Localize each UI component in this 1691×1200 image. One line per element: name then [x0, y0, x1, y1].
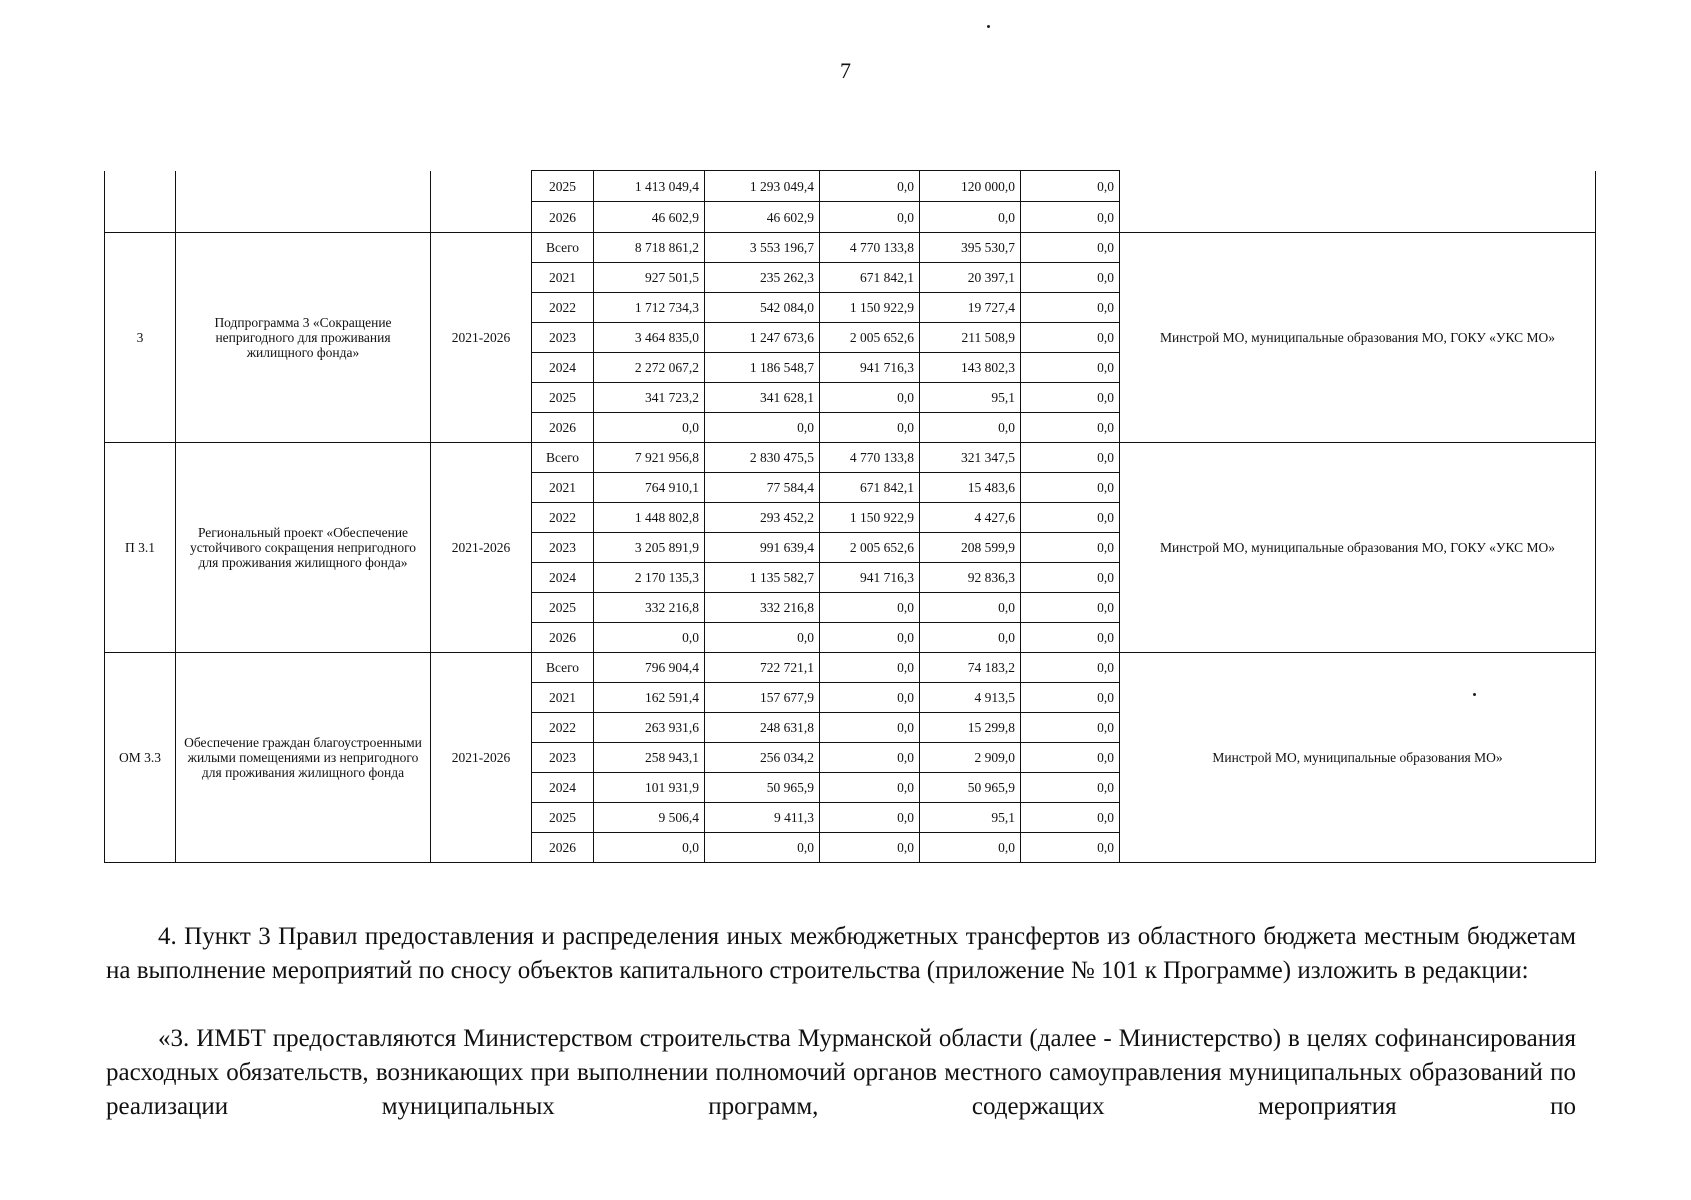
amount-cell: 0,0	[920, 593, 1021, 623]
amount-cell: 95,1	[920, 383, 1021, 413]
amount-cell: 235 262,3	[705, 263, 820, 293]
amount-cell: 1 135 582,7	[705, 563, 820, 593]
table-row	[105, 171, 1596, 202]
period-cell: 2021-2026	[431, 233, 532, 443]
amount-cell: 2 005 652,6	[820, 533, 920, 563]
amount-cell: 0,0	[1021, 713, 1120, 743]
amount-cell: 3 553 196,7	[705, 233, 820, 263]
amount-cell: 0,0	[1021, 773, 1120, 803]
table-row	[105, 653, 1596, 683]
year-cell: 2022	[532, 713, 594, 743]
amount-cell: 50 965,9	[920, 773, 1021, 803]
amount-cell: 0,0	[1021, 653, 1120, 683]
year-cell: 2023	[532, 743, 594, 773]
amount-cell: 0,0	[1021, 293, 1120, 323]
amount-cell: 0,0	[820, 713, 920, 743]
amount-cell: 0,0	[594, 623, 705, 653]
item-name-cell: Обеспечение граждан благоустроенными жилыми помещениями из непригодного для проживания жилищного фонда	[176, 653, 431, 863]
paragraph-item-3-quote: «3. ИМБТ предоставляются Министерством строительства Мурманской области (далее - Министерство) в целях софинансирования расходных обязательств, возникающих при выполнении полномочий органов местного самоуправления муниципальных образований по реализации муниципальных программ, содержащих мероприятия по	[106, 1025, 1576, 1120]
amount-cell: 157 677,9	[705, 683, 820, 713]
amount-cell: 941 716,3	[820, 353, 920, 383]
year-cell: 2022	[532, 293, 594, 323]
amount-cell: 0,0	[1021, 323, 1120, 353]
year-cell: 2024	[532, 563, 594, 593]
amount-cell: 0,0	[1021, 503, 1120, 533]
amount-cell: 2 170 135,3	[594, 563, 705, 593]
amount-cell: 0,0	[1021, 593, 1120, 623]
amount-cell: 0,0	[1021, 833, 1120, 863]
amount-cell: 0,0	[1021, 623, 1120, 653]
period-cell: 2021-2026	[431, 443, 532, 653]
scan-speck	[987, 25, 990, 28]
year-cell: 2026	[532, 623, 594, 653]
amount-cell: 4 770 133,8	[820, 233, 920, 263]
text-paragraph-2	[106, 1022, 1576, 1124]
amount-cell: 4 427,6	[920, 503, 1021, 533]
year-cell: 2025	[532, 171, 594, 202]
amount-cell: 0,0	[705, 413, 820, 443]
amount-cell: 0,0	[820, 653, 920, 683]
amount-cell: 0,0	[820, 623, 920, 653]
amount-cell: 77 584,4	[705, 473, 820, 503]
amount-cell: 0,0	[1021, 563, 1120, 593]
amount-cell: 0,0	[820, 171, 920, 202]
amount-cell: 4 770 133,8	[820, 443, 920, 473]
amount-cell: 0,0	[920, 623, 1021, 653]
amount-cell: 0,0	[1021, 473, 1120, 503]
amount-cell: 0,0	[594, 413, 705, 443]
amount-cell: 0,0	[1021, 202, 1120, 233]
year-cell: 2026	[532, 833, 594, 863]
amount-cell: 1 186 548,7	[705, 353, 820, 383]
amount-cell: 0,0	[1021, 171, 1120, 202]
amount-cell: 15 299,8	[920, 713, 1021, 743]
year-cell: 2023	[532, 323, 594, 353]
amount-cell: 0,0	[705, 833, 820, 863]
amount-cell: 2 272 067,2	[594, 353, 705, 383]
amount-cell: 0,0	[820, 383, 920, 413]
name-cell	[176, 171, 431, 233]
code-cell	[105, 171, 176, 233]
amount-cell: 0,0	[1021, 233, 1120, 263]
amount-cell: 0,0	[820, 593, 920, 623]
amount-cell: 0,0	[705, 623, 820, 653]
amount-cell: 671 842,1	[820, 473, 920, 503]
amount-cell: 0,0	[820, 202, 920, 233]
table-row	[105, 233, 1596, 263]
year-cell: 2025	[532, 593, 594, 623]
amount-cell: 95,1	[920, 803, 1021, 833]
amount-cell: 1 448 802,8	[594, 503, 705, 533]
amount-cell: 3 464 835,0	[594, 323, 705, 353]
amount-cell: 0,0	[820, 773, 920, 803]
amount-cell: 941 716,3	[820, 563, 920, 593]
year-cell: 2024	[532, 773, 594, 803]
amount-cell: 722 721,1	[705, 653, 820, 683]
amount-cell: 0,0	[920, 202, 1021, 233]
year-cell: 2026	[532, 413, 594, 443]
amount-cell: 74 183,2	[920, 653, 1021, 683]
amount-cell: 991 639,4	[705, 533, 820, 563]
amount-cell: 927 501,5	[594, 263, 705, 293]
amount-cell: 15 483,6	[920, 473, 1021, 503]
item-code-cell: ОМ 3.3	[105, 653, 176, 863]
year-cell: 2023	[532, 533, 594, 563]
amount-cell: 1 712 734,3	[594, 293, 705, 323]
executor-cell: Минстрой МО, муниципальные образования МО»	[1120, 653, 1596, 863]
amount-cell: 101 931,9	[594, 773, 705, 803]
year-cell: 2021	[532, 683, 594, 713]
amount-cell: 3 205 891,9	[594, 533, 705, 563]
amount-cell: 1 150 922,9	[820, 503, 920, 533]
year-cell: Всего	[532, 653, 594, 683]
amount-cell: 0,0	[820, 413, 920, 443]
year-cell: 2024	[532, 353, 594, 383]
amount-cell: 9 506,4	[594, 803, 705, 833]
table-row	[105, 443, 1596, 473]
amount-cell: 2 830 475,5	[705, 443, 820, 473]
amount-cell: 20 397,1	[920, 263, 1021, 293]
amount-cell: 0,0	[920, 413, 1021, 443]
amount-cell: 0,0	[1021, 683, 1120, 713]
amount-cell: 0,0	[1021, 533, 1120, 563]
item-name-cell: Подпрограмма 3 «Сокращение непригодного для проживания жилищного фонда»	[176, 233, 431, 443]
executor-cell: Минстрой МО, муниципальные образования МО, ГОКУ «УКС МО»	[1120, 443, 1596, 653]
amount-cell: 0,0	[1021, 353, 1120, 383]
amount-cell: 0,0	[1021, 263, 1120, 293]
year-cell: 2026	[532, 202, 594, 233]
amount-cell: 1 413 049,4	[594, 171, 705, 202]
amount-cell: 211 508,9	[920, 323, 1021, 353]
amount-cell: 293 452,2	[705, 503, 820, 533]
amount-cell: 0,0	[1021, 443, 1120, 473]
amount-cell: 4 913,5	[920, 683, 1021, 713]
amount-cell: 2 909,0	[920, 743, 1021, 773]
amount-cell: 0,0	[594, 833, 705, 863]
item-code-cell: 3	[105, 233, 176, 443]
amount-cell: 0,0	[920, 833, 1021, 863]
amount-cell: 162 591,4	[594, 683, 705, 713]
amount-cell: 341 628,1	[705, 383, 820, 413]
year-cell: 2025	[532, 383, 594, 413]
text-paragraph-1	[106, 920, 1576, 988]
amount-cell: 321 347,5	[920, 443, 1021, 473]
amount-cell: 263 931,6	[594, 713, 705, 743]
amount-cell: 1 293 049,4	[705, 171, 820, 202]
year-cell: 2021	[532, 473, 594, 503]
amount-cell: 671 842,1	[820, 263, 920, 293]
amount-cell: 796 904,4	[594, 653, 705, 683]
amount-cell: 9 411,3	[705, 803, 820, 833]
period-cell	[431, 171, 532, 233]
amount-cell: 248 631,8	[705, 713, 820, 743]
amount-cell: 0,0	[1021, 413, 1120, 443]
paragraph-item-4: 4. Пункт 3 Правил предоставления и распределения иных межбюджетных трансфертов из областного бюджета местным бюджетам на выполнение мероприятий по сносу объектов капитального строительства (приложение № 101 к Программе) изложить в редакции:	[106, 923, 1576, 984]
amount-cell: 2 005 652,6	[820, 323, 920, 353]
amount-cell: 50 965,9	[705, 773, 820, 803]
amount-cell: 0,0	[820, 683, 920, 713]
amount-cell: 8 718 861,2	[594, 233, 705, 263]
amount-cell: 0,0	[820, 803, 920, 833]
amount-cell: 341 723,2	[594, 383, 705, 413]
budget-table	[104, 170, 1596, 863]
amount-cell: 0,0	[1021, 743, 1120, 773]
item-code-cell: П 3.1	[105, 443, 176, 653]
amount-cell: 19 727,4	[920, 293, 1021, 323]
executor-cell	[1120, 171, 1596, 233]
amount-cell: 256 034,2	[705, 743, 820, 773]
scan-speck	[1473, 693, 1476, 696]
amount-cell: 0,0	[1021, 383, 1120, 413]
amount-cell: 258 943,1	[594, 743, 705, 773]
amount-cell: 208 599,9	[920, 533, 1021, 563]
amount-cell: 1 150 922,9	[820, 293, 920, 323]
amount-cell: 542 084,0	[705, 293, 820, 323]
amount-cell: 120 000,0	[920, 171, 1021, 202]
amount-cell: 395 530,7	[920, 233, 1021, 263]
budget-table-body	[105, 171, 1596, 863]
page-number: 7	[840, 58, 851, 83]
year-cell: 2022	[532, 503, 594, 533]
executor-cell: Минстрой МО, муниципальные образования МО, ГОКУ «УКС МО»	[1120, 233, 1596, 443]
amount-cell: 0,0	[820, 833, 920, 863]
item-name-cell: Региональный проект «Обеспечение устойчивого сокращения непригодного для проживания жилищного фонда»	[176, 443, 431, 653]
amount-cell: 46 602,9	[705, 202, 820, 233]
amount-cell: 764 910,1	[594, 473, 705, 503]
year-cell: Всего	[532, 443, 594, 473]
amount-cell: 0,0	[1021, 803, 1120, 833]
year-cell: Всего	[532, 233, 594, 263]
year-cell: 2025	[532, 803, 594, 833]
amount-cell: 0,0	[820, 743, 920, 773]
amount-cell: 46 602,9	[594, 202, 705, 233]
amount-cell: 92 836,3	[920, 563, 1021, 593]
amount-cell: 7 921 956,8	[594, 443, 705, 473]
amount-cell: 332 216,8	[705, 593, 820, 623]
amount-cell: 332 216,8	[594, 593, 705, 623]
year-cell: 2021	[532, 263, 594, 293]
period-cell: 2021-2026	[431, 653, 532, 863]
amount-cell: 143 802,3	[920, 353, 1021, 383]
amount-cell: 1 247 673,6	[705, 323, 820, 353]
